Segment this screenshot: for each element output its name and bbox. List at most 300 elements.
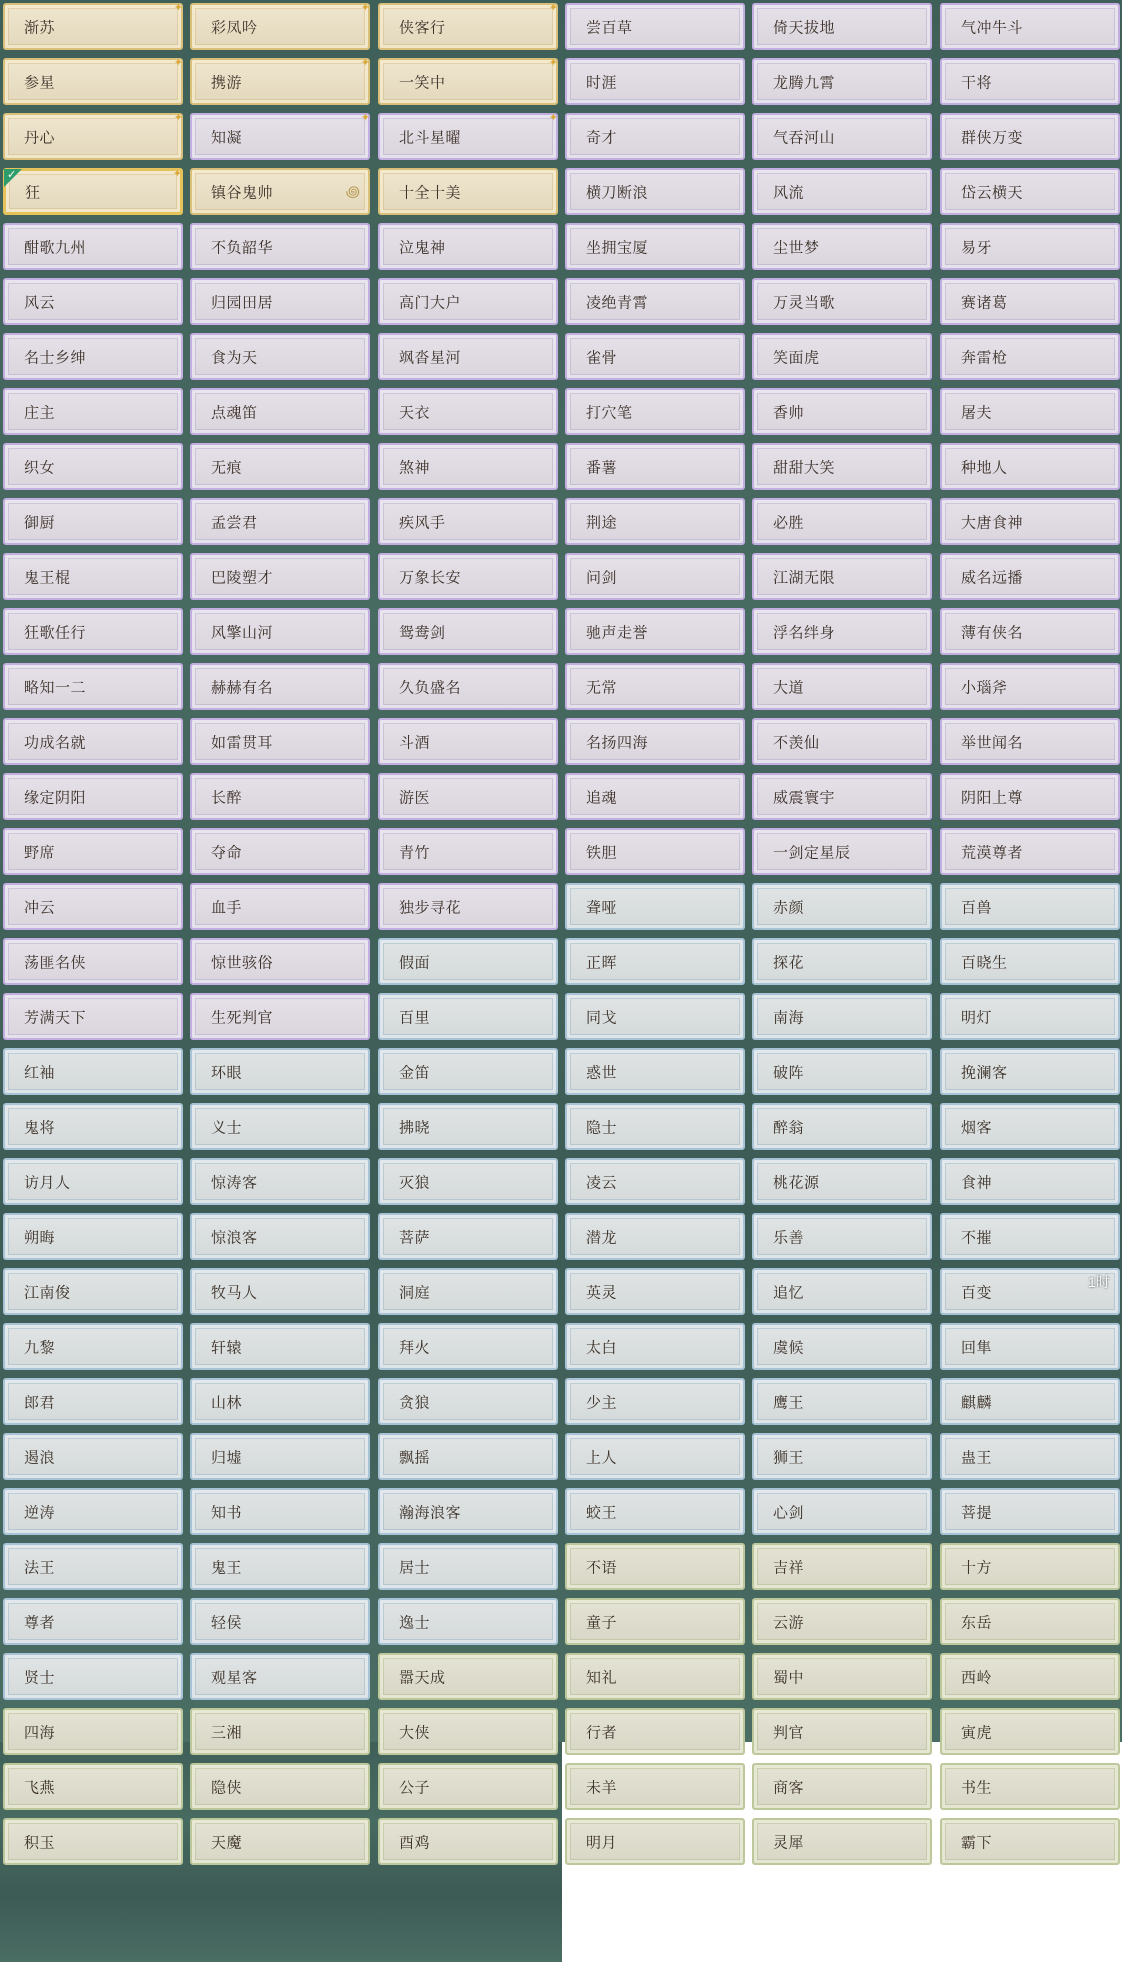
- title-item[interactable]: [190, 938, 370, 985]
- title-item[interactable]: [752, 278, 932, 325]
- title-label: 问剑: [586, 568, 618, 586]
- title-item[interactable]: [378, 388, 558, 435]
- title-item[interactable]: [752, 1433, 932, 1480]
- title-item[interactable]: [378, 1433, 558, 1480]
- title-item[interactable]: [565, 113, 745, 160]
- title-item[interactable]: [940, 1598, 1120, 1645]
- title-item[interactable]: [940, 718, 1120, 765]
- title-item[interactable]: [3, 223, 183, 270]
- title-item[interactable]: [3, 1433, 183, 1480]
- title-item[interactable]: [940, 58, 1120, 105]
- title-item[interactable]: [565, 223, 745, 270]
- title-item[interactable]: [3, 58, 183, 105]
- title-item[interactable]: [378, 1488, 558, 1535]
- title-item[interactable]: [940, 1213, 1120, 1260]
- title-item[interactable]: [752, 1323, 932, 1370]
- title-item[interactable]: [565, 1103, 745, 1150]
- title-item[interactable]: [3, 1323, 183, 1370]
- title-item[interactable]: [940, 883, 1120, 930]
- title-item[interactable]: [752, 883, 932, 930]
- title-item[interactable]: [752, 1378, 932, 1425]
- title-label: 九黎: [24, 1338, 56, 1356]
- title-item[interactable]: [752, 663, 932, 710]
- title-label: 惊世骇俗: [211, 953, 274, 971]
- title-item[interactable]: [190, 1048, 370, 1095]
- title-item[interactable]: [752, 58, 932, 105]
- title-label: 少主: [586, 1393, 618, 1411]
- title-item[interactable]: [3, 828, 183, 875]
- title-label: 奔雷枪: [961, 348, 1008, 366]
- title-item[interactable]: [190, 3, 370, 50]
- title-item[interactable]: [378, 58, 558, 105]
- title-label: 群侠万变: [961, 128, 1024, 146]
- title-item[interactable]: [940, 993, 1120, 1040]
- title-item[interactable]: [3, 1708, 183, 1755]
- title-label: 江湖无限: [773, 568, 836, 586]
- title-item[interactable]: [565, 1818, 745, 1865]
- title-label: 太白: [586, 1338, 618, 1356]
- title-item[interactable]: [190, 443, 370, 490]
- title-label: 尊者: [24, 1613, 56, 1631]
- title-item[interactable]: [565, 58, 745, 105]
- title-item[interactable]: [752, 828, 932, 875]
- title-item[interactable]: [565, 1708, 745, 1755]
- title-label: 探花: [773, 953, 805, 971]
- title-label: 食神: [961, 1173, 993, 1191]
- title-item[interactable]: [190, 608, 370, 655]
- title-label: 荒漠尊者: [961, 843, 1024, 861]
- title-label: 义士: [211, 1118, 243, 1136]
- title-item[interactable]: [378, 3, 558, 50]
- title-item[interactable]: [940, 3, 1120, 50]
- title-item[interactable]: [3, 1048, 183, 1095]
- title-item[interactable]: [940, 168, 1120, 215]
- title-item[interactable]: [752, 1598, 932, 1645]
- title-label: 天魔: [211, 1833, 243, 1851]
- title-item[interactable]: [565, 1598, 745, 1645]
- title-item[interactable]: [752, 1048, 932, 1095]
- title-item[interactable]: [752, 1543, 932, 1590]
- title-item[interactable]: [378, 1048, 558, 1095]
- title-item[interactable]: [190, 1158, 370, 1205]
- title-label: 潜龙: [586, 1228, 618, 1246]
- title-item[interactable]: [378, 663, 558, 710]
- title-item[interactable]: [565, 938, 745, 985]
- title-item[interactable]: [752, 993, 932, 1040]
- title-item[interactable]: [940, 1653, 1120, 1700]
- title-label: 麒麟: [961, 1393, 993, 1411]
- title-item[interactable]: [3, 1818, 183, 1865]
- title-item[interactable]: [3, 608, 183, 655]
- title-label: 风云: [24, 293, 56, 311]
- title-label: 三湘: [211, 1723, 243, 1741]
- title-item[interactable]: [378, 498, 558, 545]
- title-item[interactable]: [378, 553, 558, 600]
- title-label: 一笑中: [399, 73, 446, 91]
- title-item[interactable]: [940, 223, 1120, 270]
- title-label: 假面: [399, 953, 431, 971]
- title-item[interactable]: [378, 113, 558, 160]
- title-item[interactable]: [378, 168, 558, 215]
- title-item[interactable]: [940, 113, 1120, 160]
- title-label: 荆途: [586, 513, 618, 531]
- title-label: 西岭: [961, 1668, 993, 1686]
- title-item[interactable]: [940, 1048, 1120, 1095]
- title-label: 法王: [24, 1558, 56, 1576]
- title-label: 红袖: [24, 1063, 56, 1081]
- title-label: 庄主: [24, 403, 56, 421]
- title-label: 御厨: [24, 513, 56, 531]
- title-label: 灵犀: [773, 1833, 805, 1851]
- title-item[interactable]: [752, 608, 932, 655]
- title-label: 童子: [586, 1613, 618, 1631]
- title-label: 游医: [399, 788, 431, 806]
- title-item[interactable]: [190, 168, 370, 215]
- title-item[interactable]: [190, 1818, 370, 1865]
- title-label: 独步寻花: [399, 898, 462, 916]
- title-label: 镇谷鬼帅: [211, 183, 274, 201]
- title-item[interactable]: [378, 333, 558, 380]
- title-item[interactable]: [565, 1653, 745, 1700]
- title-label: 香帅: [773, 403, 805, 421]
- title-item[interactable]: [940, 1433, 1120, 1480]
- title-item[interactable]: [752, 223, 932, 270]
- title-item[interactable]: [378, 443, 558, 490]
- title-item[interactable]: [190, 773, 370, 820]
- title-item[interactable]: [190, 1653, 370, 1700]
- title-item[interactable]: [378, 828, 558, 875]
- title-label: 功成名就: [24, 733, 87, 751]
- title-item[interactable]: [940, 1818, 1120, 1865]
- title-item[interactable]: [3, 333, 183, 380]
- title-item[interactable]: [752, 1103, 932, 1150]
- title-item[interactable]: [3, 1158, 183, 1205]
- title-label: 血手: [211, 898, 243, 916]
- title-item[interactable]: [565, 1488, 745, 1535]
- title-label: 嚣天成: [399, 1668, 446, 1686]
- title-label: 鹰王: [773, 1393, 805, 1411]
- title-label: 回隼: [961, 1338, 993, 1356]
- title-label: 点魂笛: [211, 403, 258, 421]
- title-label: 菩提: [961, 1503, 993, 1521]
- title-item[interactable]: [752, 443, 932, 490]
- title-item[interactable]: [378, 883, 558, 930]
- title-item[interactable]: [190, 388, 370, 435]
- title-item[interactable]: [752, 498, 932, 545]
- title-label: 蜀中: [773, 1668, 805, 1686]
- title-item[interactable]: [565, 663, 745, 710]
- title-label: 鬼将: [24, 1118, 56, 1136]
- title-label: 泣鬼神: [399, 238, 446, 256]
- title-label: 冲云: [24, 898, 56, 916]
- title-item[interactable]: [752, 1213, 932, 1260]
- title-label: 青竹: [399, 843, 431, 861]
- swirl-icon: ꩜: [345, 182, 360, 200]
- title-label: 飞燕: [24, 1778, 56, 1796]
- title-item[interactable]: [190, 1103, 370, 1150]
- title-item[interactable]: [3, 388, 183, 435]
- title-label: 追忆: [773, 1283, 805, 1301]
- title-label: 知凝: [211, 128, 243, 146]
- title-item[interactable]: [565, 1378, 745, 1425]
- title-label: 四海: [24, 1723, 56, 1741]
- title-item[interactable]: [378, 1378, 558, 1425]
- title-item[interactable]: [752, 938, 932, 985]
- title-item[interactable]: [752, 1708, 932, 1755]
- title-label: 尝百草: [586, 18, 633, 36]
- title-label: 拂晓: [399, 1118, 431, 1136]
- title-item[interactable]: [3, 663, 183, 710]
- title-item[interactable]: [3, 1103, 183, 1150]
- title-item[interactable]: [190, 553, 370, 600]
- title-item[interactable]: [565, 498, 745, 545]
- title-item[interactable]: [752, 1818, 932, 1865]
- title-label: 万灵当歌: [773, 293, 836, 311]
- title-item[interactable]: [565, 443, 745, 490]
- title-item[interactable]: [3, 3, 183, 50]
- title-item[interactable]: [3, 498, 183, 545]
- title-item[interactable]: [565, 3, 745, 50]
- title-item[interactable]: [378, 1323, 558, 1370]
- title-item[interactable]: [940, 608, 1120, 655]
- title-item[interactable]: [940, 1543, 1120, 1590]
- title-item[interactable]: [378, 1158, 558, 1205]
- title-item[interactable]: [190, 1378, 370, 1425]
- title-item[interactable]: [940, 1488, 1120, 1535]
- title-label: 金笛: [399, 1063, 431, 1081]
- title-item[interactable]: [752, 3, 932, 50]
- title-item[interactable]: [565, 278, 745, 325]
- title-item[interactable]: [3, 1378, 183, 1425]
- title-label: 郎君: [24, 1393, 56, 1411]
- title-item[interactable]: [940, 663, 1120, 710]
- title-item[interactable]: [3, 773, 183, 820]
- title-item[interactable]: [190, 1213, 370, 1260]
- title-label: 薄有侠名: [961, 623, 1024, 641]
- title-item[interactable]: [3, 993, 183, 1040]
- title-item[interactable]: [3, 718, 183, 765]
- title-item[interactable]: [940, 1763, 1120, 1810]
- title-label: 赛诸葛: [961, 293, 1008, 311]
- title-item[interactable]: [565, 1543, 745, 1590]
- title-item[interactable]: [190, 58, 370, 105]
- title-label: 横刀断浪: [586, 183, 649, 201]
- title-item[interactable]: [190, 883, 370, 930]
- title-item[interactable]: [940, 278, 1120, 325]
- title-item[interactable]: [565, 1268, 745, 1315]
- title-label: 气吞河山: [773, 128, 836, 146]
- title-item[interactable]: [3, 1598, 183, 1645]
- title-label: 丹心: [24, 128, 56, 146]
- title-item[interactable]: [378, 773, 558, 820]
- title-label: 北斗星曜: [399, 128, 462, 146]
- title-item[interactable]: [752, 553, 932, 600]
- title-label: 观星客: [211, 1668, 258, 1686]
- title-label: 凌绝青霄: [586, 293, 649, 311]
- title-item[interactable]: [378, 1213, 558, 1260]
- title-item[interactable]: [752, 1653, 932, 1700]
- title-item[interactable]: [3, 168, 183, 215]
- title-item[interactable]: [940, 773, 1120, 820]
- title-item[interactable]: [565, 388, 745, 435]
- title-label: 洞庭: [399, 1283, 431, 1301]
- title-item[interactable]: [3, 553, 183, 600]
- sparkle-icon: ✦: [173, 1, 183, 14]
- title-item[interactable]: [190, 1598, 370, 1645]
- title-item[interactable]: [565, 718, 745, 765]
- title-item[interactable]: [378, 1268, 558, 1315]
- title-item[interactable]: [565, 1433, 745, 1480]
- title-label: 打穴笔: [586, 403, 633, 421]
- title-label: 狮王: [773, 1448, 805, 1466]
- title-item[interactable]: [190, 278, 370, 325]
- title-label: 大唐食神: [961, 513, 1024, 531]
- title-item[interactable]: [3, 883, 183, 930]
- title-label: 久负盛名: [399, 678, 462, 696]
- title-label: 知书: [211, 1503, 243, 1521]
- title-item[interactable]: [752, 333, 932, 380]
- title-item[interactable]: [752, 1763, 932, 1810]
- title-item[interactable]: [752, 1268, 932, 1315]
- title-item[interactable]: [3, 938, 183, 985]
- title-item[interactable]: [940, 938, 1120, 985]
- title-label: 小瑙斧: [961, 678, 1008, 696]
- title-item[interactable]: [565, 1323, 745, 1370]
- title-item[interactable]: [752, 773, 932, 820]
- title-item[interactable]: [752, 168, 932, 215]
- title-item[interactable]: [565, 553, 745, 600]
- title-label: 环眼: [211, 1063, 243, 1081]
- title-label: 必胜: [773, 513, 805, 531]
- title-label: 风擎山河: [211, 623, 274, 641]
- title-item[interactable]: [940, 443, 1120, 490]
- title-item[interactable]: [565, 993, 745, 1040]
- title-item[interactable]: [378, 278, 558, 325]
- title-label: 逸士: [399, 1613, 431, 1631]
- title-item[interactable]: [752, 1488, 932, 1535]
- title-item[interactable]: [3, 1763, 183, 1810]
- title-label: 同戈: [586, 1008, 618, 1026]
- title-item[interactable]: [190, 1763, 370, 1810]
- title-label: 芳满天下: [24, 1008, 87, 1026]
- title-label: 番薯: [586, 458, 618, 476]
- title-item[interactable]: [3, 1488, 183, 1535]
- title-item[interactable]: [940, 498, 1120, 545]
- title-label: 携游: [211, 73, 243, 91]
- title-item[interactable]: [752, 718, 932, 765]
- title-label: 未羊: [586, 1778, 618, 1796]
- title-item[interactable]: [940, 388, 1120, 435]
- title-item[interactable]: [752, 1158, 932, 1205]
- title-item[interactable]: [565, 883, 745, 930]
- title-item[interactable]: [940, 1378, 1120, 1425]
- title-label: 巴陵塑才: [211, 568, 274, 586]
- title-item[interactable]: [378, 718, 558, 765]
- title-item[interactable]: [3, 1213, 183, 1260]
- title-item[interactable]: [3, 1653, 183, 1700]
- title-item[interactable]: [378, 1653, 558, 1700]
- title-item[interactable]: [565, 1763, 745, 1810]
- title-label: 大道: [773, 678, 805, 696]
- title-item[interactable]: [940, 828, 1120, 875]
- title-item[interactable]: [565, 828, 745, 875]
- title-item[interactable]: [940, 1708, 1120, 1755]
- title-item[interactable]: [190, 113, 370, 160]
- title-item[interactable]: [940, 1323, 1120, 1370]
- title-item[interactable]: [940, 1103, 1120, 1150]
- title-label: 破阵: [773, 1063, 805, 1081]
- title-item[interactable]: [3, 1268, 183, 1315]
- title-label: 挽澜客: [961, 1063, 1008, 1081]
- title-item[interactable]: [190, 718, 370, 765]
- title-label: 醉翁: [773, 1118, 805, 1136]
- title-item[interactable]: [190, 1268, 370, 1315]
- title-label: 威名远播: [961, 568, 1024, 586]
- title-item[interactable]: [190, 1433, 370, 1480]
- title-item[interactable]: [190, 1488, 370, 1535]
- title-item[interactable]: [190, 333, 370, 380]
- title-item[interactable]: [378, 1103, 558, 1150]
- title-item[interactable]: [565, 1213, 745, 1260]
- title-item[interactable]: [565, 608, 745, 655]
- title-label: 渐苏: [24, 18, 56, 36]
- title-item[interactable]: [565, 333, 745, 380]
- title-item[interactable]: [565, 168, 745, 215]
- title-item[interactable]: [190, 1543, 370, 1590]
- title-label: 蛊王: [961, 1448, 993, 1466]
- title-item[interactable]: [378, 223, 558, 270]
- title-item[interactable]: [3, 278, 183, 325]
- title-label: 种地人: [961, 458, 1008, 476]
- title-item[interactable]: [190, 1323, 370, 1370]
- title-item[interactable]: [940, 553, 1120, 600]
- title-label: 名扬四海: [586, 733, 649, 751]
- title-item[interactable]: [190, 498, 370, 545]
- title-label: 灭狼: [399, 1173, 431, 1191]
- title-label: 鬼王: [211, 1558, 243, 1576]
- title-item[interactable]: [190, 828, 370, 875]
- title-label: 云游: [773, 1613, 805, 1631]
- title-item[interactable]: [3, 443, 183, 490]
- title-item[interactable]: [752, 113, 932, 160]
- title-label: 鸳鸯剑: [399, 623, 446, 641]
- title-item[interactable]: [378, 1543, 558, 1590]
- title-item[interactable]: [378, 1708, 558, 1755]
- title-item[interactable]: [940, 333, 1120, 380]
- title-item[interactable]: [752, 388, 932, 435]
- title-item[interactable]: [565, 1048, 745, 1095]
- title-label: 凌云: [586, 1173, 618, 1191]
- title-item[interactable]: [378, 608, 558, 655]
- title-item[interactable]: [378, 1598, 558, 1645]
- title-item[interactable]: [3, 113, 183, 160]
- title-label: 织女: [24, 458, 56, 476]
- title-item[interactable]: [378, 1818, 558, 1865]
- title-item[interactable]: [378, 993, 558, 1040]
- title-item[interactable]: [190, 1708, 370, 1755]
- title-item[interactable]: [3, 1543, 183, 1590]
- title-item[interactable]: [940, 1158, 1120, 1205]
- title-item[interactable]: [190, 993, 370, 1040]
- title-item[interactable]: [190, 223, 370, 270]
- title-item[interactable]: [565, 773, 745, 820]
- title-item[interactable]: [565, 1158, 745, 1205]
- title-label: 天衣: [399, 403, 431, 421]
- title-label: 蛟王: [586, 1503, 618, 1521]
- title-item[interactable]: [378, 938, 558, 985]
- title-item[interactable]: [190, 663, 370, 710]
- title-item[interactable]: [378, 1763, 558, 1810]
